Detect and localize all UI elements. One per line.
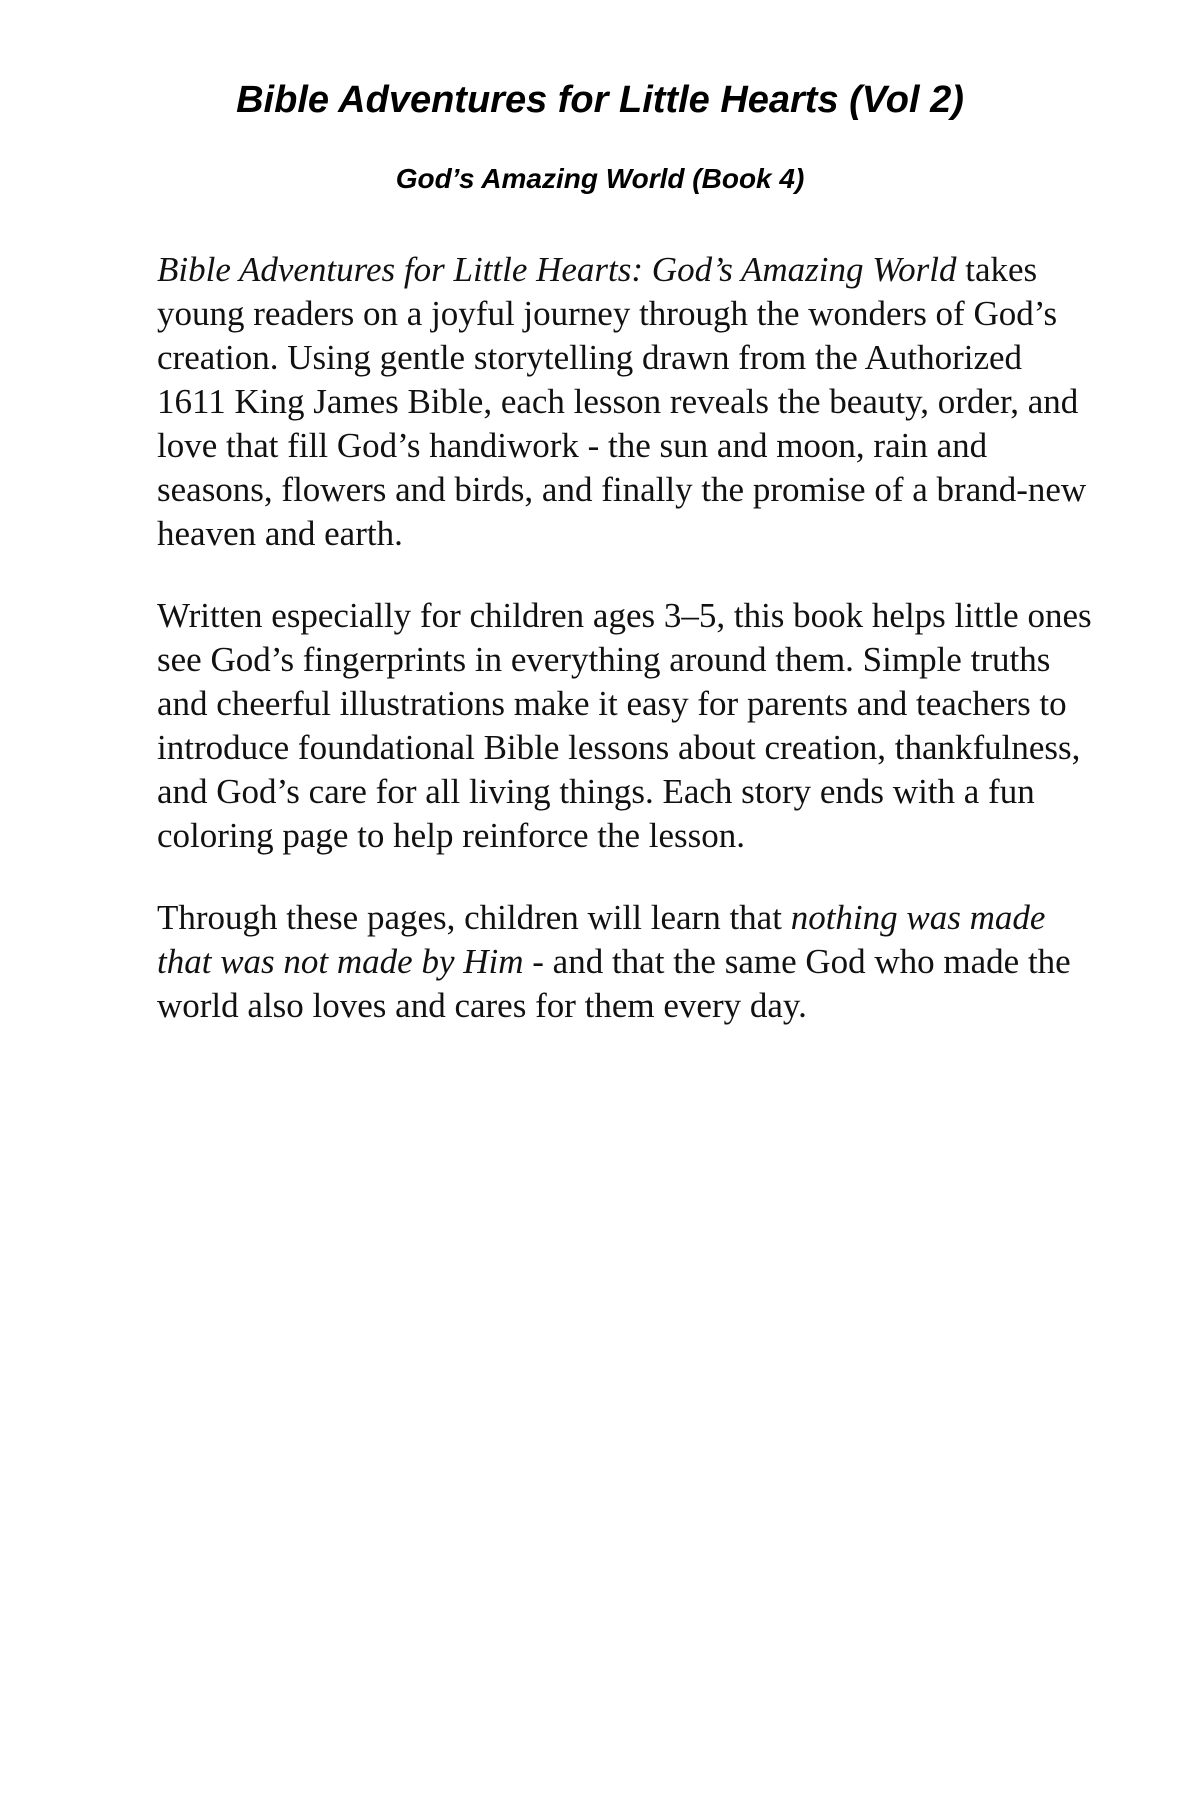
paragraph-audience xyxy=(157,594,1097,858)
scripture-phrase-italic: nothing was made that was not made by Him xyxy=(157,898,1046,981)
page-title: Bible Adventures for Little Hearts (Vol 2) xyxy=(236,79,964,121)
page-subtitle: God’s Amazing World (Book 4) xyxy=(395,163,805,194)
body-text xyxy=(157,248,1097,1066)
paragraph-conclusion xyxy=(157,896,1097,1028)
paragraph-intro-text: takes young readers on a joyful journey through the wonders of God’s creation. Using gentle storytelling drawn from the Authorized 1611 King James Bible, each lesson reveals the beauty, order, and love that fill God’s handiwork - the sun and moon, rain and seasons, flowers and birds, and finally the promise of a brand-new heaven and earth. xyxy=(157,250,1087,553)
book-title-italic: Bible Adventures for Little Hearts: God’s Amazing World xyxy=(157,250,957,289)
paragraph-audience-text: Written especially for children ages 3–5, this book helps little ones see God’s fingerprints in everything around them. Simple truths and cheerful illustrations make it easy for parents and teachers to introduce foundational Bible lessons about creation, thankfulness, and God’s care for all living things. Each story ends with a fun coloring page to help reinforce the lesson. xyxy=(157,596,1092,855)
paragraph-conclusion-before: Through these pages, children will learn that xyxy=(157,898,782,937)
paragraph-conclusion-after: - and that the same God who made the world also loves and cares for them every day. xyxy=(157,942,1071,1025)
paragraph-intro xyxy=(157,248,1097,556)
